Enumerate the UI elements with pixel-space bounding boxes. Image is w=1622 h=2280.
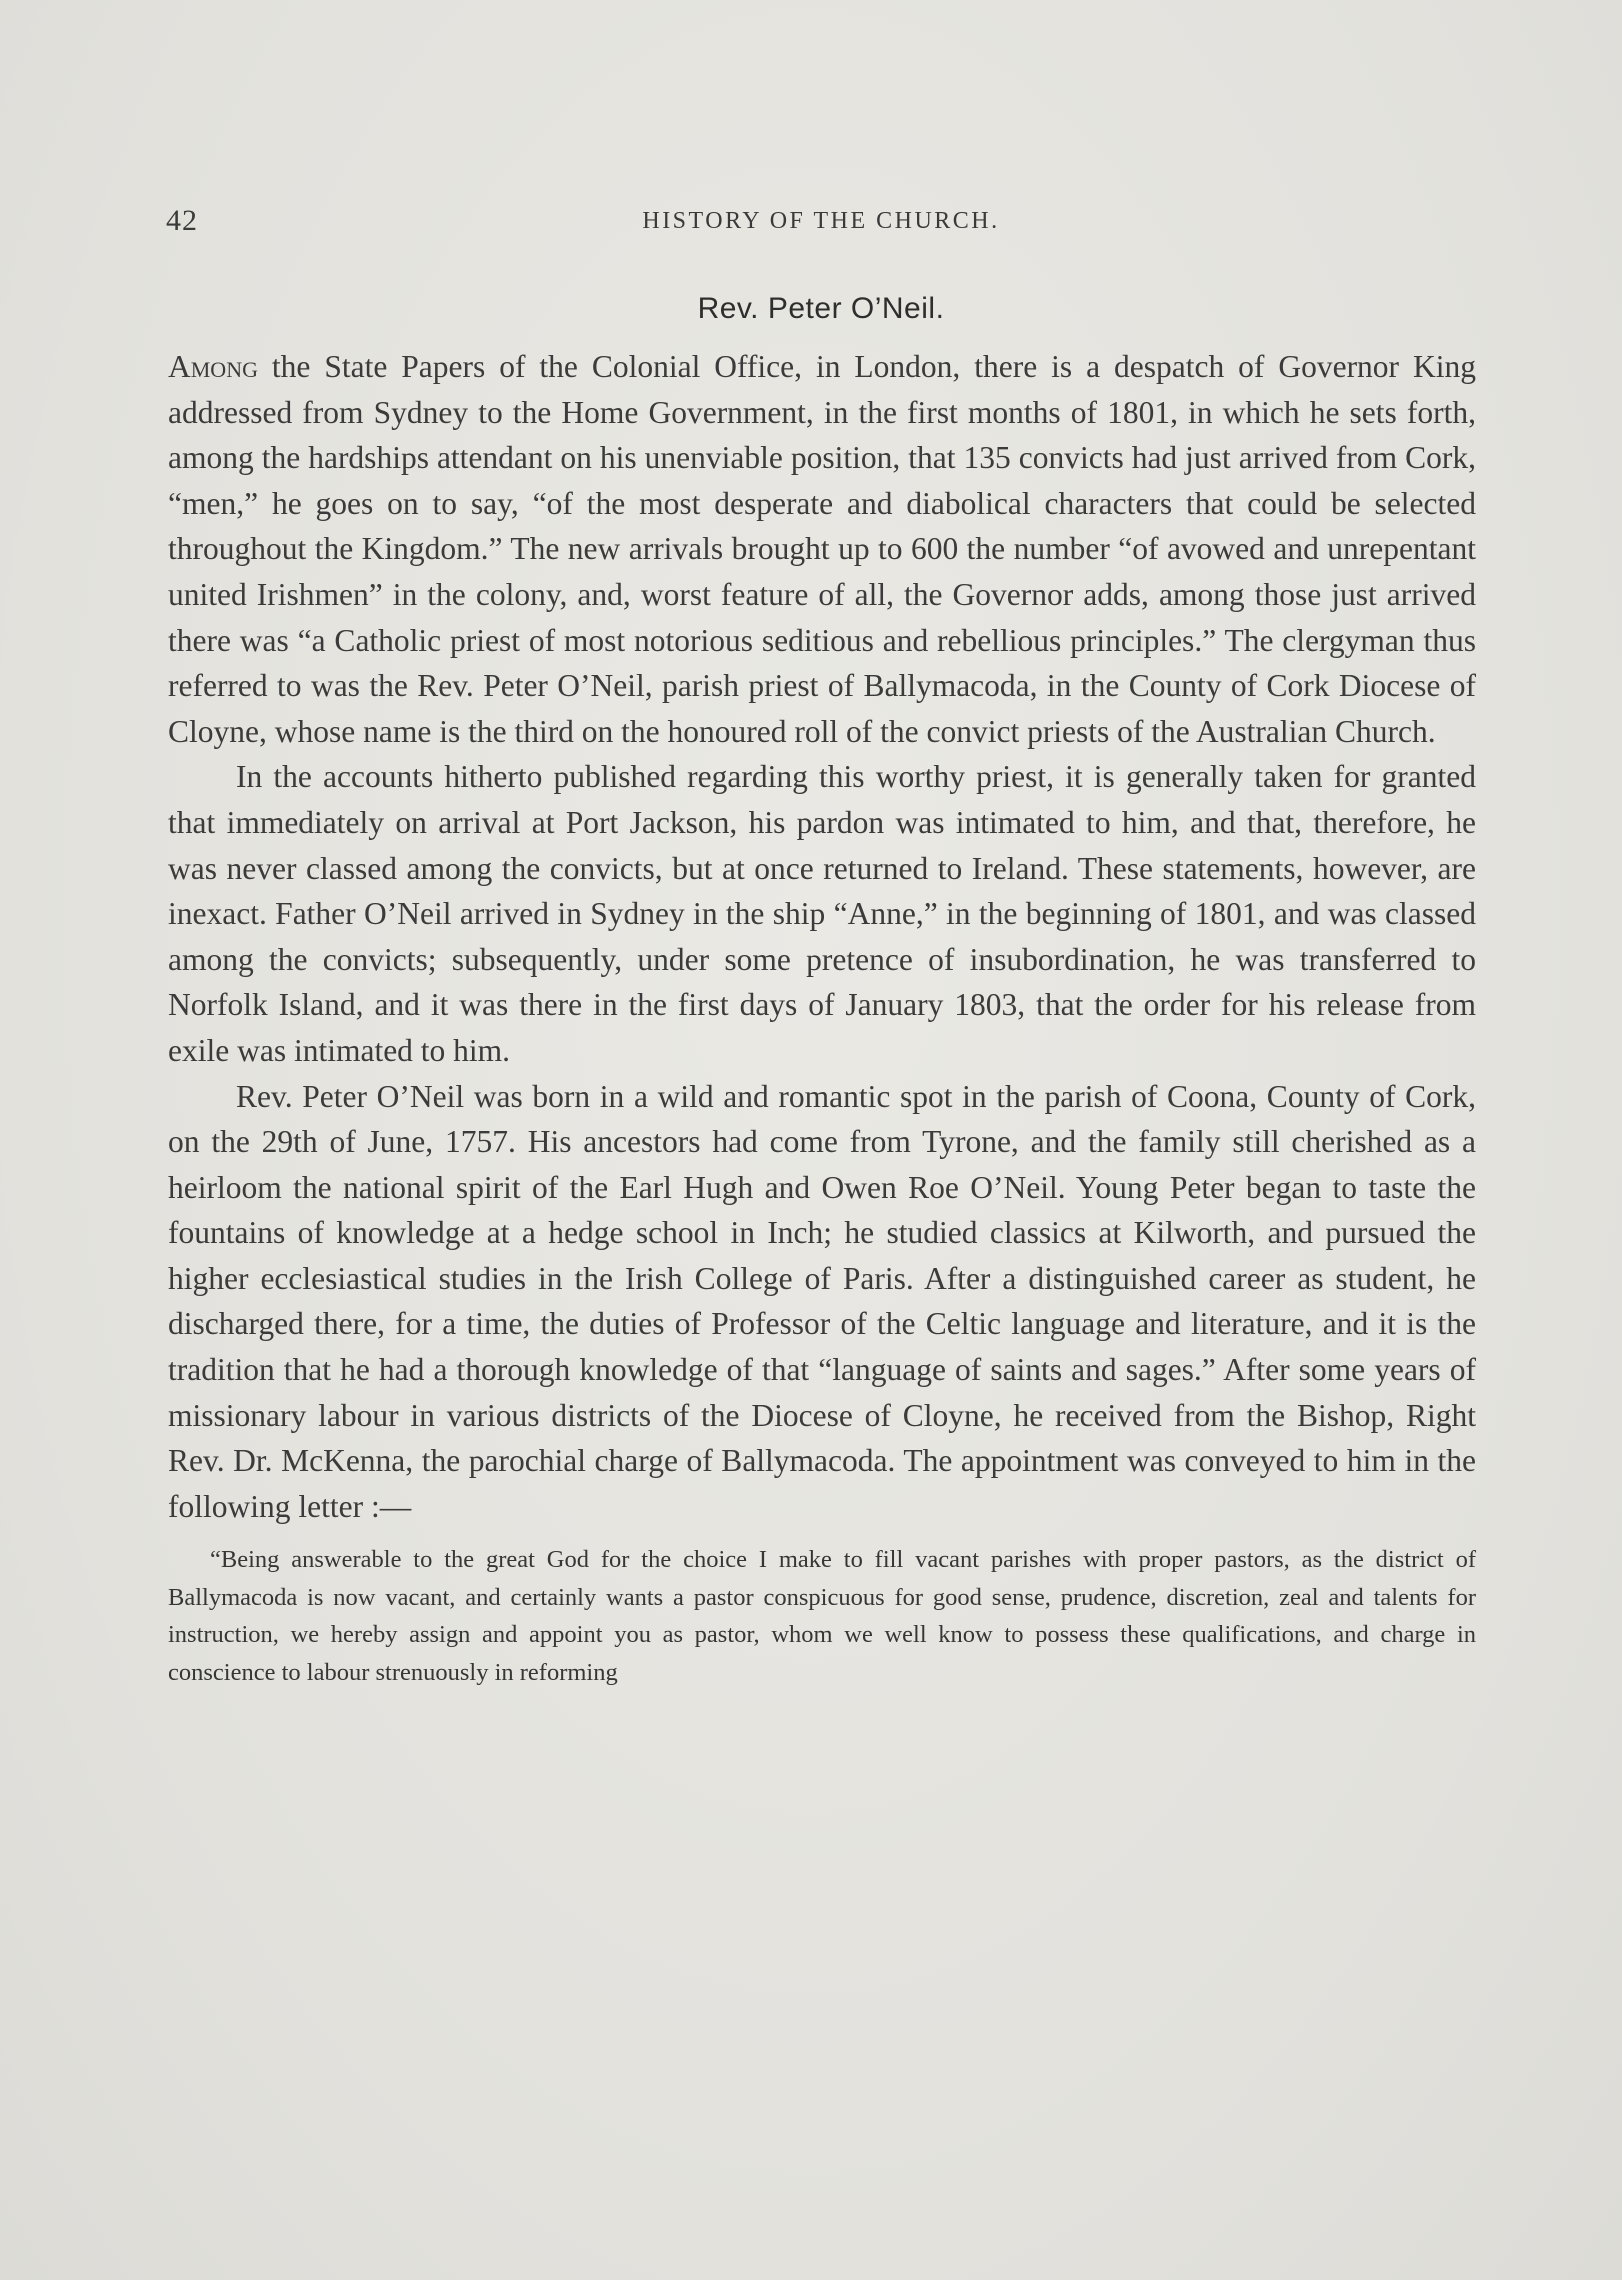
page-header <box>166 204 1476 240</box>
page-number: 42 <box>166 204 198 237</box>
paragraph-3: Rev. Peter O’Neil was born in a wild and romantic spot in the parish of Coona, County of Cork, on the 29th of June, 1757. His ancestors had come from Tyrone, and the family still cherished as a heirloom the national spirit of the Earl Hugh and Owen Roe O’Neil. Young Peter began to taste the fountains of knowledge at a hedge school in Inch; he studied classics at Kilworth, and pursued the higher ecclesiastical studies in the Irish College of Paris. After a distinguished career as student, he discharged there, for a time, the duties of Professor of the Celtic language and literature, and it is the tradition that he had a thorough knowledge of that “language of saints and sages.” After some years of missionary labour in various districts of the Diocese of Cloyne, he received from the Bishop, Right Rev. Dr. McKenna, the parochial charge of Ballymacoda. The appointment was conveyed to him in the following letter :— <box>168 1078 1476 1524</box>
section-title: Rev. Peter O’Neil. <box>697 292 945 325</box>
paragraph-2: In the accounts hitherto published regarding this worthy priest, it is generally taken for granted that immediately on arrival at Port Jackson, his pardon was intimated to him, and that, therefore, he was never classed among the convicts, but at once returned to Ireland. These statements, however, are inexact. Father O’Neil arrived in Sydney in the ship “Anne,” in the beginning of 1801, and was classed among the convicts; subsequently, under some pretence of insubordination, he was transferred to Norfolk Island, and it was there in the first days of January 1803, that the order for his release from exile was intimated to him. <box>168 759 1476 1068</box>
body-text <box>168 344 1476 1691</box>
letter-quote: “Being answerable to the great God for the choice I make to fill vacant parishes with proper pastors, as the district of Ballymacoda is now vacant, and certainly wants a pastor conspicuous for good sense, prudence, discretion, zeal and talents for instruction, we hereby assign and appoint you as pastor, whom we well know to possess these qualifications, and charge in conscience to labour strenuously in reforming <box>168 1546 1476 1686</box>
running-head: HISTORY OF THE CHURCH. <box>642 208 1000 234</box>
opening-word: Among <box>168 349 258 384</box>
paragraph-1-text: the State Papers of the Colonial Office, in London, there is a despatch of Governor King addressed from Sydney to the Home Government, in the first months of 1801, in which he sets forth, among the hardships attendant on his unenviable position, that 135 convicts had just arrived from Cork, “men,” he goes on to say, “of the most desperate and diabolical characters that could be selected throughout the Kingdom.” The new arrivals brought up to 600 the number “of avowed and unrepentant united Irishmen” in the colony, and, worst feature of all, the Governor adds, among those just arrived there was “a Catholic priest of most notorious seditious and rebellious principles.” The clergyman thus referred to was the Rev. Peter O’Neil, parish priest of Ballymacoda, in the County of Cork Diocese of Cloyne, whose name is the third on the honoured roll of the convict priests of the Australian Church. <box>168 349 1476 749</box>
paragraph-1 <box>168 344 1476 754</box>
